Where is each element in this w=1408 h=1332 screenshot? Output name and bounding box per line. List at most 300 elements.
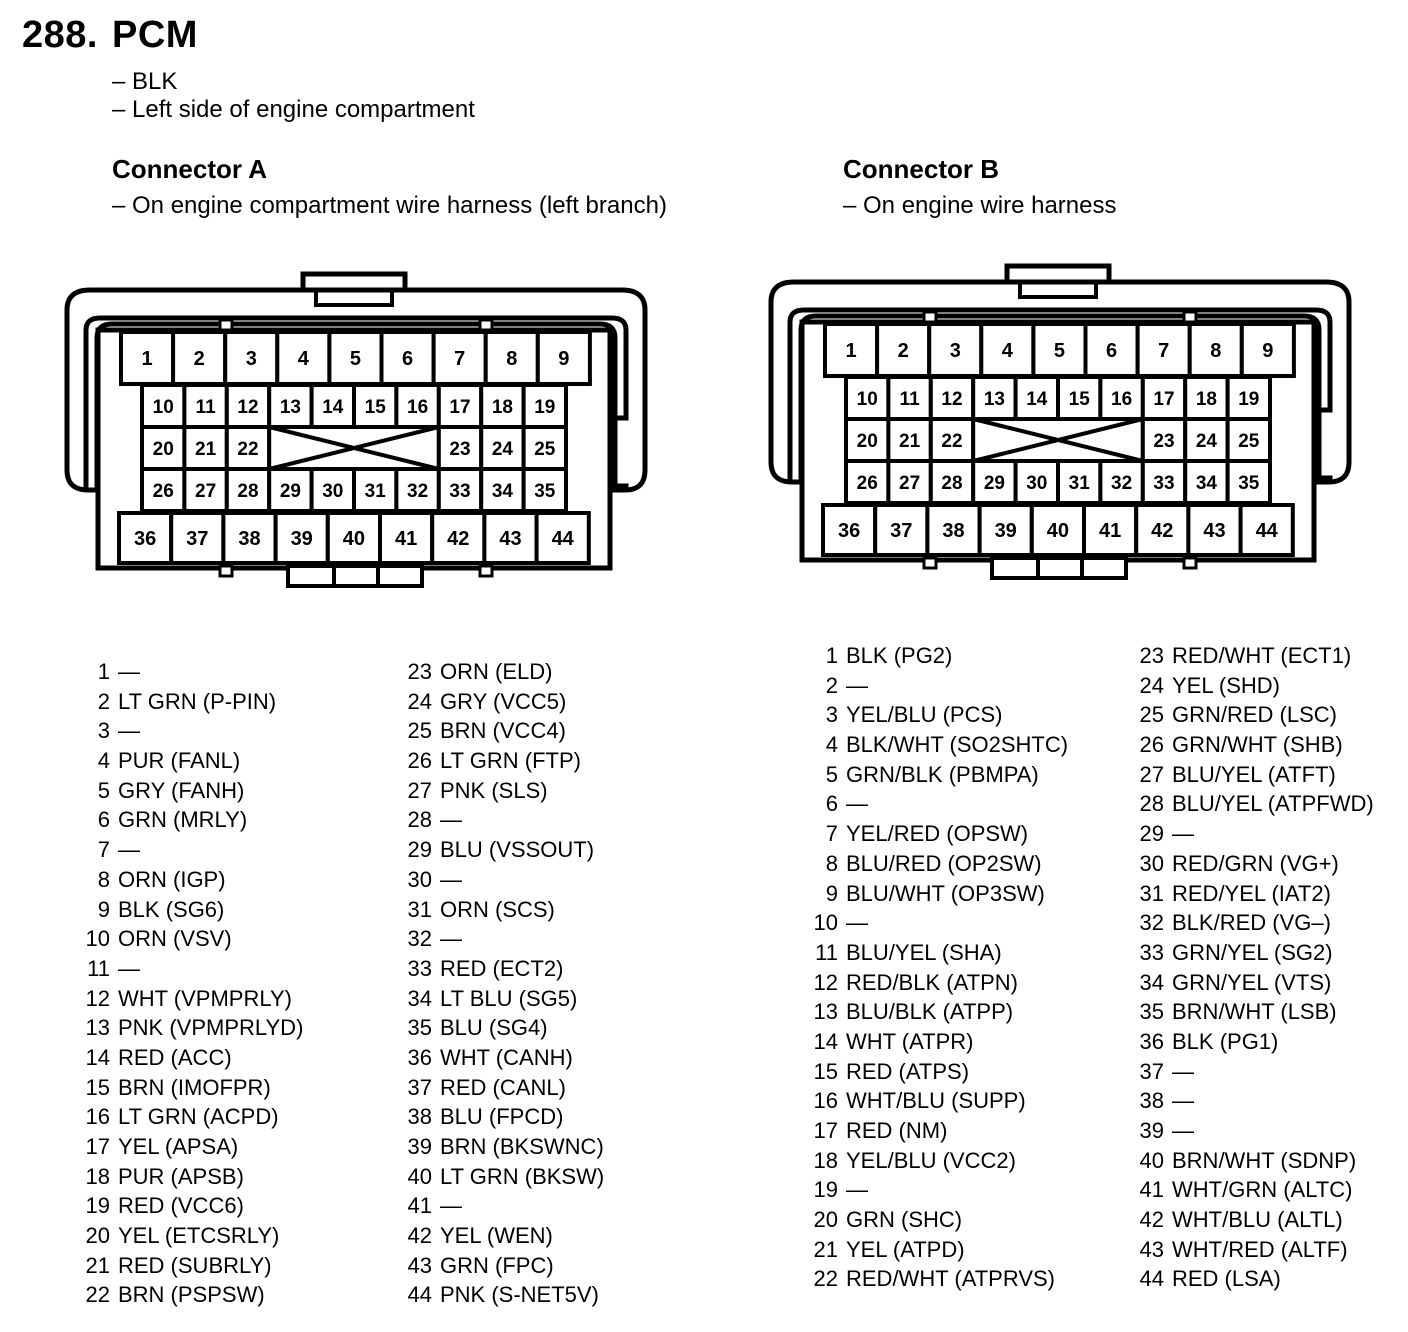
pin-cavity-number: 4 bbox=[1001, 340, 1013, 363]
pin-number: 26 bbox=[407, 748, 432, 774]
connector-a-location: – On engine compartment wire harness (left branch) bbox=[112, 192, 667, 219]
pin-wire-description: WHT (VPMPRLY) bbox=[118, 985, 292, 1011]
pin-row bbox=[1124, 789, 1374, 819]
pin-cavity-number: 28 bbox=[237, 480, 259, 502]
key-notch bbox=[924, 558, 936, 568]
key-notch bbox=[220, 566, 232, 576]
page-title: PCM bbox=[112, 14, 198, 56]
pin-cavity-number: 24 bbox=[1195, 430, 1217, 452]
pin-cavity-number: 28 bbox=[941, 472, 963, 494]
pin-number: 15 bbox=[85, 1074, 110, 1100]
pin-number: 25 bbox=[1139, 702, 1164, 728]
pin-row bbox=[798, 819, 1068, 849]
pin-number: 8 bbox=[97, 866, 110, 892]
pin-row bbox=[392, 746, 604, 776]
pin-cavity-number: 18 bbox=[491, 396, 513, 418]
pin-row bbox=[1124, 1116, 1374, 1146]
connector-b-pin-list-left bbox=[798, 641, 1068, 1294]
pin-row bbox=[798, 1057, 1068, 1087]
pin-number: 21 bbox=[813, 1236, 838, 1262]
pin-number: 27 bbox=[1139, 761, 1164, 787]
pin-number: 40 bbox=[407, 1163, 432, 1189]
pin-wire-description: WHT/GRN (ALTC) bbox=[1172, 1177, 1353, 1203]
pin-number: 34 bbox=[1139, 969, 1164, 995]
pin-number: 14 bbox=[85, 1044, 110, 1070]
pin-row bbox=[392, 954, 604, 984]
pin-wire-description: — bbox=[1172, 1118, 1194, 1143]
pin-cavity-number: 18 bbox=[1195, 388, 1217, 410]
pin-number: 41 bbox=[407, 1193, 432, 1219]
pin-wire-description: — bbox=[440, 866, 462, 892]
pin-number: 22 bbox=[813, 1266, 838, 1292]
pin-number: 7 bbox=[97, 837, 110, 863]
pin-wire-description: RED/YEL (IAT2) bbox=[1172, 880, 1331, 906]
pin-wire-description: BLU (SG4) bbox=[440, 1015, 548, 1041]
pin-cavity-number: 39 bbox=[290, 528, 313, 551]
pin-cavity-number: 27 bbox=[195, 480, 217, 502]
pin-number: 7 bbox=[825, 821, 838, 847]
pin-cavity-number: 26 bbox=[152, 480, 174, 502]
pin-number: 22 bbox=[85, 1282, 110, 1308]
pin-row bbox=[70, 924, 303, 954]
pin-cavity-number: 6 bbox=[401, 348, 414, 371]
pin-cavity-number: 25 bbox=[534, 438, 556, 460]
pin-wire-description: — bbox=[118, 837, 140, 863]
pin-number: 38 bbox=[407, 1104, 432, 1130]
pin-wire-description: YEL/BLU (PCS) bbox=[846, 702, 1003, 728]
pin-cavity-number: 20 bbox=[152, 438, 174, 460]
pin-cavity-number: 11 bbox=[899, 388, 920, 410]
pin-number: 15 bbox=[813, 1058, 838, 1084]
pin-number: 44 bbox=[407, 1282, 432, 1308]
pin-cavity-number: 3 bbox=[949, 340, 961, 363]
pin-row bbox=[70, 657, 303, 687]
pin-number: 12 bbox=[813, 969, 838, 995]
pin-row bbox=[1124, 641, 1374, 671]
pin-cavity-number: 21 bbox=[899, 430, 921, 452]
pin-number: 9 bbox=[825, 880, 838, 906]
pin-wire-description: RED/GRN (VG+) bbox=[1172, 850, 1339, 876]
pin-cavity-number: 17 bbox=[449, 396, 471, 418]
pin-row bbox=[70, 1191, 303, 1221]
pin-cavity-number: 41 bbox=[1098, 520, 1122, 543]
pin-row bbox=[1124, 1057, 1374, 1087]
pin-cavity-number: 7 bbox=[1158, 340, 1170, 363]
pin-number: 1 bbox=[97, 659, 110, 684]
pin-number: 24 bbox=[407, 688, 432, 714]
pin-number: 35 bbox=[1139, 999, 1164, 1025]
pin-wire-description: RED (VCC6) bbox=[118, 1193, 244, 1219]
pin-number: 12 bbox=[85, 985, 110, 1011]
pin-row bbox=[392, 835, 604, 865]
pin-wire-description: — bbox=[440, 807, 462, 833]
pin-cavity-number: 19 bbox=[1238, 388, 1260, 410]
pin-cavity-number: 22 bbox=[941, 430, 963, 452]
pin-row bbox=[798, 1027, 1068, 1057]
pin-row bbox=[798, 968, 1068, 998]
pin-row bbox=[798, 1175, 1068, 1205]
pin-wire-description: LT GRN (FTP) bbox=[440, 748, 581, 774]
pin-row bbox=[70, 1073, 303, 1103]
pin-row bbox=[1124, 968, 1374, 998]
pin-wire-description: WHT (ATPR) bbox=[846, 1028, 974, 1054]
key-notch bbox=[1184, 312, 1196, 322]
pin-wire-description: RED (ECT2) bbox=[440, 955, 564, 981]
pin-cavity-number: 12 bbox=[237, 396, 259, 418]
pin-number: 36 bbox=[1139, 1028, 1164, 1054]
pin-number: 11 bbox=[87, 955, 110, 981]
pin-row bbox=[798, 1235, 1068, 1265]
pin-row bbox=[392, 1280, 604, 1310]
pin-row bbox=[392, 716, 604, 746]
pin-wire-description: BLK/WHT (SO2SHTC) bbox=[846, 732, 1069, 758]
pin-row bbox=[798, 730, 1068, 760]
bottom-guide bbox=[288, 566, 422, 586]
pin-cavity-number: 34 bbox=[491, 480, 513, 502]
pin-row bbox=[70, 687, 303, 717]
pin-wire-description: ORN (ELD) bbox=[440, 659, 553, 684]
pin-wire-description: GRN/BLK (PBMPA) bbox=[846, 761, 1039, 787]
pin-number: 6 bbox=[825, 791, 838, 817]
pin-cavity-number: 23 bbox=[1153, 430, 1175, 452]
pin-cavity-number: 44 bbox=[1255, 520, 1278, 543]
pin-cavity-number: 8 bbox=[506, 348, 518, 371]
pin-row bbox=[70, 716, 303, 746]
pin-number: 41 bbox=[1139, 1177, 1164, 1203]
pin-wire-description: RED (NM) bbox=[846, 1118, 948, 1143]
pin-cavity-number: 19 bbox=[534, 396, 556, 418]
pin-cavity-number: 34 bbox=[1195, 472, 1217, 494]
component-location-note: – Left side of engine compartment bbox=[112, 96, 475, 123]
pin-number: 16 bbox=[85, 1104, 110, 1130]
pin-cavity-number: 14 bbox=[1026, 388, 1048, 410]
pin-cavity-number: 22 bbox=[237, 438, 259, 460]
pin-cavity-number: 3 bbox=[245, 348, 257, 371]
pin-number: 13 bbox=[813, 999, 838, 1025]
pin-row bbox=[70, 1132, 303, 1162]
pin-wire-description: LT GRN (BKSW) bbox=[440, 1163, 605, 1189]
bottom-guide bbox=[992, 558, 1126, 578]
pin-number: 23 bbox=[1139, 643, 1164, 668]
pin-wire-description: RED/BLK (ATPN) bbox=[846, 969, 1018, 995]
pin-row bbox=[70, 776, 303, 806]
pin-row bbox=[392, 984, 604, 1014]
pin-row bbox=[1124, 997, 1374, 1027]
pin-row bbox=[392, 1162, 604, 1192]
connector-b-title: Connector B bbox=[843, 154, 999, 184]
pin-wire-description: LT BLU (SG5) bbox=[440, 985, 578, 1011]
pin-number: 18 bbox=[813, 1147, 838, 1173]
pin-cavity-number: 26 bbox=[856, 472, 878, 494]
pin-cavity-number: 27 bbox=[899, 472, 921, 494]
pin-row bbox=[798, 1146, 1068, 1176]
pin-row bbox=[70, 1102, 303, 1132]
key-notch bbox=[480, 566, 492, 576]
pin-cavity-number: 25 bbox=[1238, 430, 1260, 452]
pin-number: 17 bbox=[85, 1134, 110, 1159]
pin-number: 31 bbox=[407, 896, 432, 922]
pin-cavity-number: 9 bbox=[558, 348, 570, 371]
connector-a-pin-list-right bbox=[392, 657, 604, 1310]
pin-wire-description: YEL (ATPD) bbox=[846, 1236, 965, 1262]
pin-wire-description: BLU/YEL (ATFT) bbox=[1172, 761, 1336, 787]
pin-cavity-number: 5 bbox=[349, 348, 362, 371]
pin-number: 28 bbox=[1139, 791, 1164, 817]
pin-wire-description: GRN/YEL (VTS) bbox=[1172, 969, 1332, 995]
pin-row bbox=[798, 641, 1068, 671]
pin-row bbox=[70, 1221, 303, 1251]
pin-number: 25 bbox=[407, 718, 432, 744]
pin-cavity-number: 40 bbox=[1046, 520, 1070, 543]
pin-wire-description: BRN (VCC4) bbox=[440, 718, 566, 744]
pin-row bbox=[70, 954, 303, 984]
pin-row bbox=[70, 746, 303, 776]
pin-row bbox=[70, 1043, 303, 1073]
pin-cavity-number: 32 bbox=[407, 480, 429, 502]
pin-row bbox=[1124, 908, 1374, 938]
pin-cavity-number: 37 bbox=[890, 520, 913, 543]
pin-wire-description: RED/WHT (ECT1) bbox=[1172, 643, 1352, 668]
pin-number: 13 bbox=[85, 1015, 110, 1041]
pin-number: 21 bbox=[85, 1252, 110, 1278]
pin-cavity-number: 33 bbox=[1153, 472, 1175, 494]
pin-row bbox=[70, 1013, 303, 1043]
pin-row bbox=[1124, 938, 1374, 968]
pin-number: 4 bbox=[97, 748, 110, 774]
pin-cavity-number: 39 bbox=[994, 520, 1017, 543]
pin-cavity-number: 30 bbox=[1026, 472, 1048, 494]
pin-row bbox=[798, 700, 1068, 730]
pin-wire-description: ORN (VSV) bbox=[118, 926, 232, 952]
pin-cavity-number: 42 bbox=[447, 528, 470, 551]
pin-row bbox=[1124, 1175, 1374, 1205]
pin-number: 42 bbox=[1139, 1207, 1164, 1233]
pin-number: 19 bbox=[85, 1193, 110, 1219]
pin-wire-description: RED (LSA) bbox=[1172, 1266, 1281, 1292]
pin-cavity-number: 13 bbox=[983, 388, 1005, 410]
pin-number: 3 bbox=[97, 718, 110, 744]
pin-number: 27 bbox=[407, 777, 432, 803]
pin-row bbox=[1124, 1205, 1374, 1235]
pin-wire-description: YEL (APSA) bbox=[118, 1134, 239, 1159]
pin-number: 42 bbox=[407, 1223, 432, 1249]
pin-number: 37 bbox=[407, 1074, 432, 1100]
pin-row bbox=[798, 1205, 1068, 1235]
pin-number: 26 bbox=[1139, 732, 1164, 758]
pin-wire-description: PNK (VPMPRLYD) bbox=[118, 1015, 304, 1041]
pin-number: 20 bbox=[85, 1223, 110, 1249]
pin-cavity-number: 29 bbox=[279, 480, 301, 502]
pin-number: 32 bbox=[407, 926, 432, 952]
pin-row bbox=[1124, 1235, 1374, 1265]
pin-wire-description: WHT/BLU (ALTL) bbox=[1172, 1207, 1343, 1233]
pin-cavity-number: 6 bbox=[1105, 340, 1118, 363]
pin-number: 6 bbox=[97, 807, 110, 833]
connector-b-pin-list-right bbox=[1124, 641, 1374, 1294]
pin-wire-description: RED (SUBRLY) bbox=[118, 1252, 272, 1278]
pin-number: 30 bbox=[407, 866, 432, 892]
pin-number: 29 bbox=[407, 837, 432, 863]
pin-wire-description: ORN (SCS) bbox=[440, 896, 555, 922]
pin-number: 1 bbox=[825, 643, 838, 668]
pin-wire-description: BLK (SG6) bbox=[118, 896, 225, 922]
pin-number: 35 bbox=[407, 1015, 432, 1041]
pin-row bbox=[70, 835, 303, 865]
key-notch bbox=[1184, 558, 1196, 568]
pin-row bbox=[70, 1251, 303, 1281]
pin-cavity-number: 10 bbox=[856, 388, 878, 410]
pin-wire-description: — bbox=[846, 1177, 868, 1203]
pin-row bbox=[1124, 760, 1374, 790]
pin-wire-description: BLK (PG2) bbox=[846, 643, 953, 668]
pin-wire-description: LT GRN (ACPD) bbox=[118, 1104, 279, 1130]
pin-cavity-number: 2 bbox=[193, 348, 205, 371]
pin-number: 5 bbox=[97, 777, 110, 803]
connector-a-pin-list-left bbox=[70, 657, 303, 1310]
pin-row bbox=[1124, 819, 1374, 849]
pin-row bbox=[70, 895, 303, 925]
pin-cavity-number: 40 bbox=[342, 528, 366, 551]
pin-wire-description: PUR (APSB) bbox=[118, 1163, 244, 1189]
pin-row bbox=[392, 776, 604, 806]
pin-row bbox=[392, 1073, 604, 1103]
pin-row bbox=[798, 789, 1068, 819]
pin-number: 20 bbox=[813, 1207, 838, 1233]
pin-number: 24 bbox=[1139, 672, 1164, 698]
pin-cavity-number: 38 bbox=[238, 528, 261, 551]
pin-row bbox=[392, 1221, 604, 1251]
pin-wire-description: YEL (WEN) bbox=[440, 1223, 553, 1249]
pin-row bbox=[1124, 879, 1374, 909]
pin-wire-description: BLU (FPCD) bbox=[440, 1104, 564, 1130]
pin-wire-description: GRN (SHC) bbox=[846, 1207, 963, 1233]
pin-cavity-number: 7 bbox=[454, 348, 466, 371]
pin-number: 33 bbox=[407, 955, 432, 981]
pin-wire-description: RED (ACC) bbox=[118, 1044, 232, 1070]
pin-cavity-number: 16 bbox=[1111, 388, 1133, 410]
pin-cavity-number: 15 bbox=[364, 396, 386, 418]
pin-cavity-number: 36 bbox=[133, 528, 157, 551]
pin-number: 19 bbox=[813, 1177, 838, 1203]
pin-wire-description: ORN (IGP) bbox=[118, 866, 226, 892]
pin-cavity-number: 30 bbox=[322, 480, 344, 502]
pin-cavity-number: 37 bbox=[186, 528, 209, 551]
pin-cavity-number: 24 bbox=[491, 438, 513, 460]
pin-number: 28 bbox=[407, 807, 432, 833]
pin-cavity-number: 17 bbox=[1153, 388, 1175, 410]
pin-row bbox=[1124, 671, 1374, 701]
pin-number: 16 bbox=[813, 1088, 838, 1114]
pin-wire-description: — bbox=[1172, 821, 1194, 847]
pin-row bbox=[392, 657, 604, 687]
pin-cavity-number: 38 bbox=[942, 520, 965, 543]
pin-number: 30 bbox=[1139, 850, 1164, 876]
pin-cavity-number: 16 bbox=[407, 396, 429, 418]
pin-row bbox=[392, 805, 604, 835]
pin-cavity-number: 2 bbox=[897, 340, 909, 363]
pin-number: 39 bbox=[407, 1134, 432, 1159]
pin-wire-description: BLU/BLK (ATPP) bbox=[846, 999, 1014, 1025]
pin-number: 31 bbox=[1139, 880, 1164, 906]
pin-cavity-number: 32 bbox=[1111, 472, 1133, 494]
pin-number: 9 bbox=[97, 896, 110, 922]
pin-wire-description: BLU/YEL (ATPFWD) bbox=[1172, 791, 1374, 817]
pin-cavity-number: 35 bbox=[1238, 472, 1260, 494]
pin-cavity-number: 11 bbox=[195, 396, 216, 418]
pin-cavity-number: 23 bbox=[449, 438, 471, 460]
pin-row bbox=[798, 760, 1068, 790]
pin-row bbox=[1124, 1146, 1374, 1176]
connector-b-location: – On engine wire harness bbox=[843, 192, 1117, 219]
pin-wire-description: — bbox=[846, 672, 868, 698]
connector-a-diagram bbox=[0, 0, 704, 620]
pin-row bbox=[1124, 700, 1374, 730]
pin-row bbox=[798, 671, 1068, 701]
pin-cavity-number: 31 bbox=[364, 480, 386, 502]
pin-row bbox=[798, 1264, 1068, 1294]
pin-wire-description: LT GRN (P-PIN) bbox=[118, 688, 277, 714]
pin-number: 44 bbox=[1139, 1266, 1164, 1292]
pin-row bbox=[70, 1162, 303, 1192]
pin-cavity-number: 35 bbox=[534, 480, 556, 502]
pin-wire-description: GRY (FANH) bbox=[118, 777, 245, 803]
pin-wire-description: WHT (CANH) bbox=[440, 1044, 573, 1070]
pin-row bbox=[1124, 1027, 1374, 1057]
pin-number: 32 bbox=[1139, 910, 1164, 936]
pin-number: 4 bbox=[825, 732, 838, 758]
pin-row bbox=[392, 1102, 604, 1132]
pin-cavity-number: 33 bbox=[449, 480, 471, 502]
pin-wire-description: BRN (IMOFPR) bbox=[118, 1074, 271, 1100]
pin-number: 8 bbox=[825, 850, 838, 876]
pin-wire-description: — bbox=[118, 718, 140, 744]
pin-row bbox=[1124, 1086, 1374, 1116]
pin-cavity-number: 4 bbox=[297, 348, 309, 371]
page-number: 288. bbox=[22, 14, 98, 56]
pin-wire-description: GRN/RED (LSC) bbox=[1172, 702, 1338, 728]
connector-b-diagram bbox=[704, 0, 1408, 620]
pin-number: 33 bbox=[1139, 939, 1164, 965]
pin-wire-description: GRN (FPC) bbox=[440, 1252, 554, 1278]
pin-cavity-number: 1 bbox=[141, 348, 153, 371]
pin-wire-description: RED (CANL) bbox=[440, 1074, 566, 1100]
pin-row bbox=[70, 805, 303, 835]
pin-number: 10 bbox=[813, 910, 838, 936]
pin-number: 43 bbox=[407, 1252, 432, 1278]
connector-color-note: – BLK bbox=[112, 68, 178, 95]
key-notch bbox=[480, 320, 492, 330]
pin-wire-description: GRN (MRLY) bbox=[118, 807, 248, 833]
key-notch bbox=[924, 312, 936, 322]
pin-row bbox=[392, 1043, 604, 1073]
key-notch bbox=[220, 320, 232, 330]
pin-wire-description: — bbox=[440, 1193, 462, 1219]
pin-wire-description: BLU/YEL (SHA) bbox=[846, 939, 1002, 965]
pin-cavity-number: 13 bbox=[279, 396, 301, 418]
pin-wire-description: GRN/YEL (SG2) bbox=[1172, 939, 1333, 965]
pin-row bbox=[798, 997, 1068, 1027]
pin-row bbox=[392, 1251, 604, 1281]
pin-number: 3 bbox=[825, 702, 838, 728]
pin-wire-description: PNK (SLS) bbox=[440, 777, 548, 803]
pin-wire-description: BLU (VSSOUT) bbox=[440, 837, 595, 863]
pin-wire-description: PNK (S-NET5V) bbox=[440, 1282, 599, 1308]
pin-row bbox=[798, 938, 1068, 968]
pin-cavity-number: 41 bbox=[394, 528, 418, 551]
pin-wire-description: BRN (PSPSW) bbox=[118, 1282, 265, 1308]
pin-wire-description: GRN/WHT (SHB) bbox=[1172, 732, 1343, 758]
pin-row bbox=[798, 1086, 1068, 1116]
